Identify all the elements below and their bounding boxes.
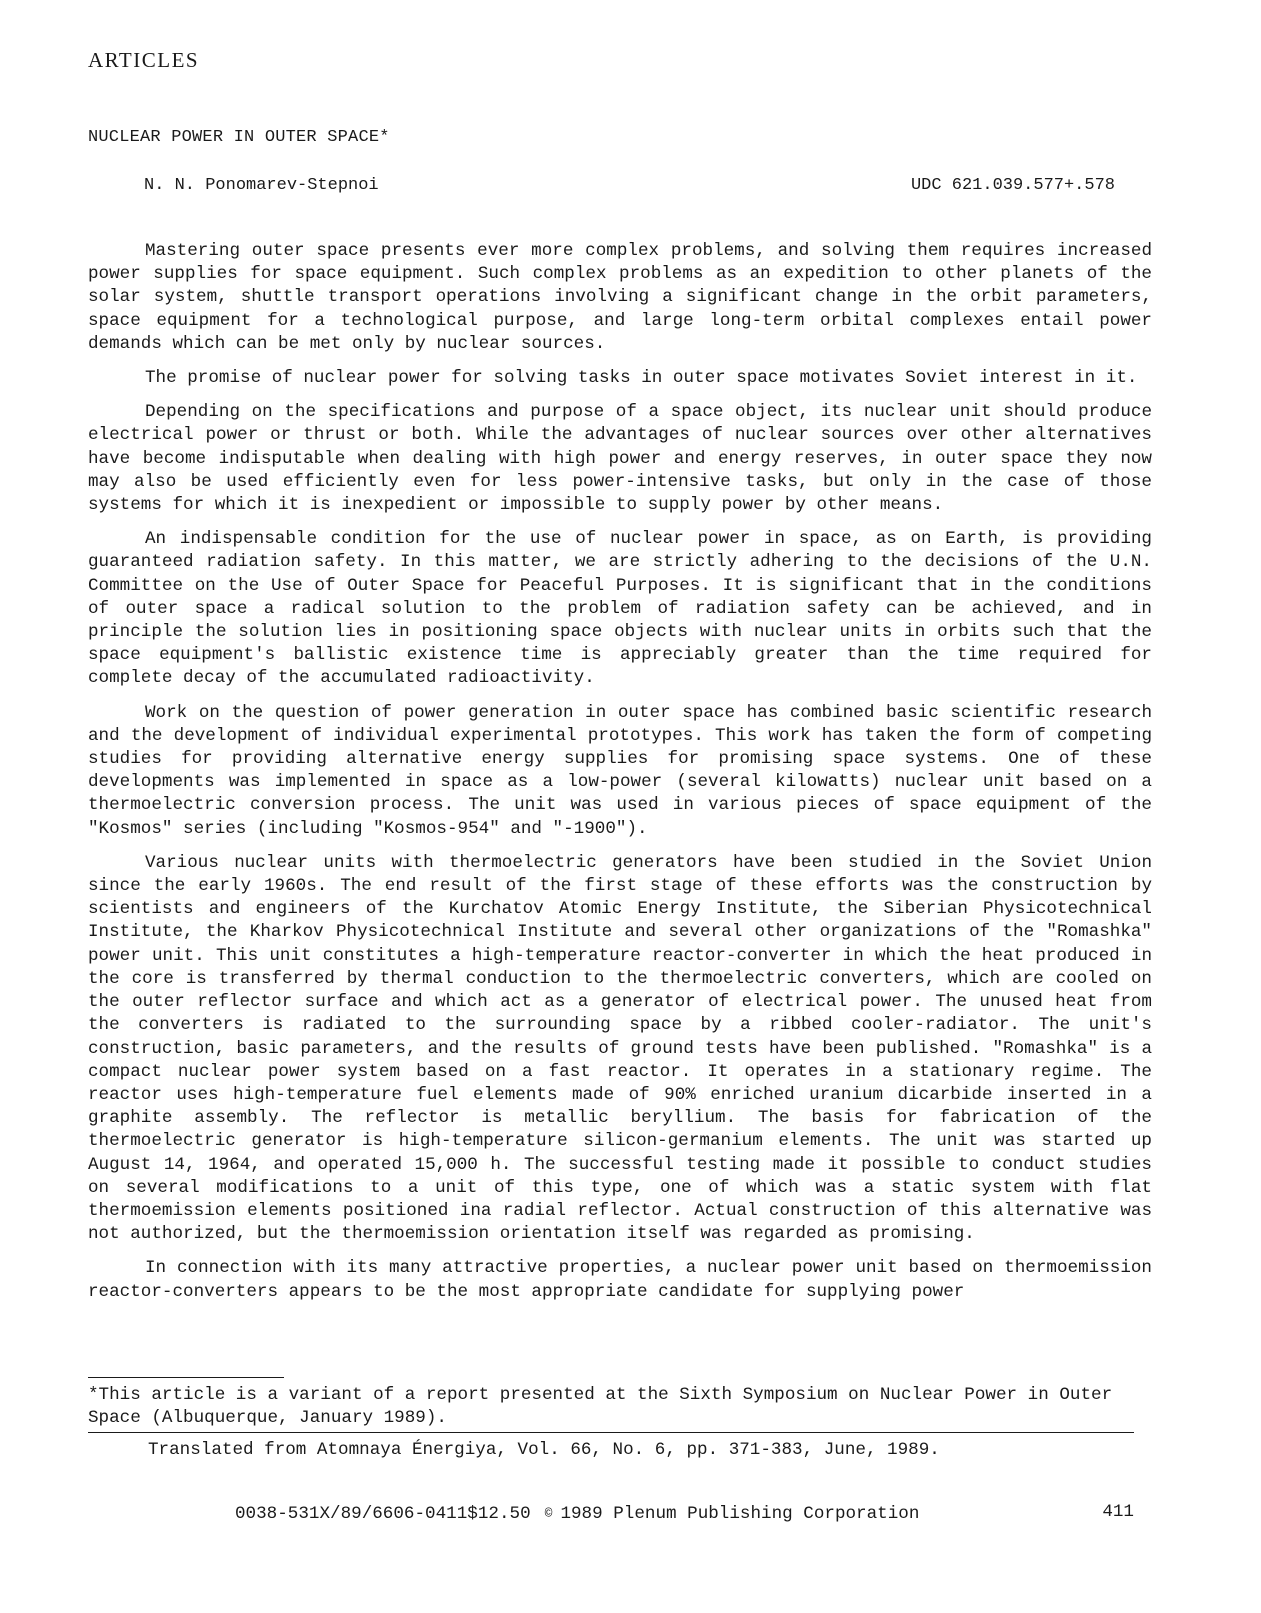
page-number: 411 bbox=[1102, 1502, 1134, 1522]
paragraph: Various nuclear units with thermoelectric generators have been studied in the Soviet Union since the early 1960s. The end result of the first stage of these efforts was the construction by scientists and engineers of the Kurchatov Atomic Energy Institute, the Siberian Physicotechnical Institute, the Kharkov Physicotechnical Institute and several other organizations of the "Romashka" power unit. This unit constitutes a high-temperature reactor-converter in which the heat produced in the core is transferred by thermal conduction to the thermoelectric converters, which are cooled on the outer reflector surface and which act as a generator of electrical power. The unused heat from the converters is radiated to the surrounding space by a ribbed cooler-radiator. The unit's construction, basic parameters, and the results of ground tests have been published. "Romashka" is a compact nuclear power system based on a fast reactor. It operates in a stationary regime. The reactor uses high-temperature fuel elements made of 90% enriched uranium dicarbide inserted in a graphite assembly. The reflector is metallic beryllium. The basis for fabrication of the thermoelectric generator is high-temperature silicon-germanium elements. The unit was started up August 14, 1964, and operated 15,000 h. The successful testing made it possible to conduct studies on several modifications to a unit of this type, one of which was a static system with flat thermoemission elements positioned ina radial reflector. Actual construction of this alternative was not authorized, but the thermoemission orientation itself was regarded as promising. bbox=[88, 852, 1152, 1245]
translation-note: Translated from Atomnaya Énergiya, Vol. 66, No. 6, pp. 371-383, June, 1989. bbox=[148, 1440, 940, 1460]
footnote-divider bbox=[88, 1377, 284, 1378]
paragraph: The promise of nuclear power for solving tasks in outer space motivates Soviet interest in it. bbox=[145, 368, 1138, 389]
paragraph: In connection with its many attractive properties, a nuclear power unit based on thermoemission reactor-converters appears to be the most appropriate candidate for supplying power bbox=[88, 1258, 1152, 1302]
section-label: ARTICLES bbox=[88, 48, 200, 72]
article-author: N. N. Ponomarev-Stepnoi bbox=[144, 176, 379, 195]
copyright-icon: © bbox=[544, 1506, 553, 1521]
copyright-text: 1989 Plenum Publishing Corporation bbox=[560, 1504, 920, 1524]
article-body bbox=[88, 240, 1152, 1315]
paragraph: Work on the question of power generation in outer space has combined basic scientific research and the development of individual experimental prototypes. This work has taken the form of competing studies for providing alternative energy supplies for promising space systems. One of these developments was implemented in space as a low-power (several kilowatts) nuclear unit based on a thermoelectric conversion process. The unit was used in various pieces of space equipment of the "Kosmos" series (including "Kosmos-954" and "-1900"). bbox=[88, 702, 1152, 839]
translation-divider bbox=[88, 1432, 1134, 1433]
udc-code: UDC 621.039.577+.578 bbox=[910, 176, 1115, 195]
paragraph: Depending on the specifications and purpose of a space object, its nuclear unit should produce electrical power or thrust or both. While the advantages of nuclear sources over other alternatives have become indisputable when dealing with high power and energy reserves, in outer space they now may also be used efficiently even for less power-intensive tasks, but only in the case of those systems for which it is inexpedient or impossible to supply power by other means. bbox=[88, 402, 1152, 516]
footnote: *This article is a variant of a report presented at the Sixth Symposium on Nuclear Power in Outer Space (Albuquerque, January 1989). bbox=[88, 1385, 1113, 1428]
article-title: NUCLEAR POWER IN OUTER SPACE* bbox=[88, 128, 390, 147]
issn-code: 0038-531X/89/6606-0411$12.50 bbox=[235, 1504, 531, 1524]
paragraph: An indispensable condition for the use of nuclear power in space, as on Earth, is providing guaranteed radiation safety. In this matter, we are strictly adhering to the decisions of the U.N. Committee on the Use of Outer Space for Peaceful Purposes. It is significant that in the conditions of outer space a radical solution to the problem of radiation safety can be achieved, and in principle the solution lies in positioning space objects with nuclear units in orbits such that the space equipment's ballistic existence time is appreciably greater than the time required for complete decay of the accumulated radioactivity. bbox=[88, 529, 1152, 689]
paragraph: Mastering outer space presents ever more complex problems, and solving them requires increased power supplies for space equipment. Such complex problems as an expedition to other planets of the solar system, shuttle transport operations involving a significant change in the orbit parameters, space equipment for a technological purpose, and large long-term orbital complexes entail power demands which can be met only by nuclear sources. bbox=[88, 241, 1152, 354]
publication-footer bbox=[235, 1504, 919, 1524]
